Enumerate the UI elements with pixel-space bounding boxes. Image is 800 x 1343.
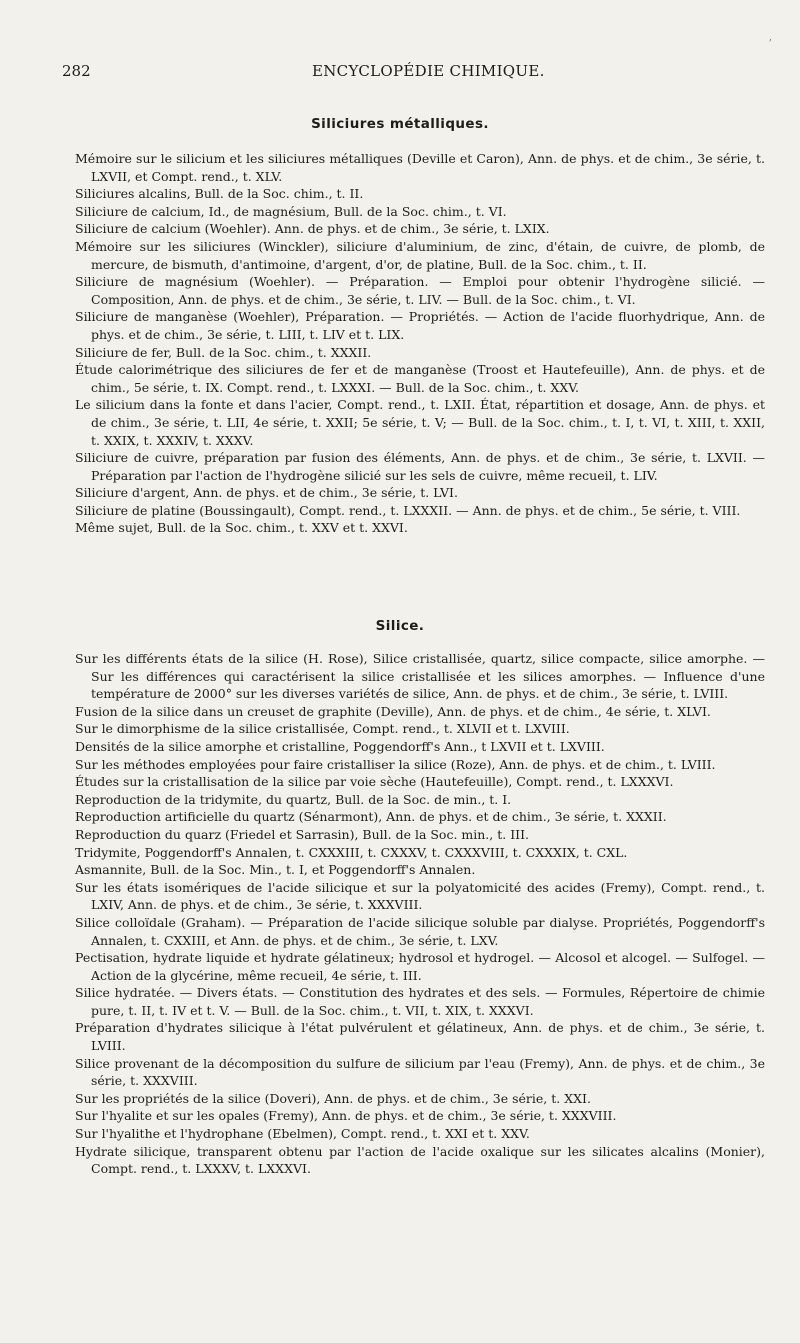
bibliography-entry: Sur l'hyalithe et l'hydrophane (Ebelmen), Compt. rend., t. XXI et t. XXV. (75, 1126, 530, 1142)
bibliography-entry: Hydrate silicique, transparent obtenu par l'action de l'acide oxalique sur les silicates alcalins (Monier), Compt. rend., t. LXXXV, t. LXXXVI. (75, 1143, 765, 1177)
bibliography-entry: Sur les différents états de la silice (H. Rose), Silice cristallisée, quartz, silice compacte, silice amorphe. — Sur les différences qui caractérisent la silice cristallisée et les silices amorphes. — Influence d'une température de 2000° sur les diverses variétés de silice, Ann. de phys. et de chim., 3e série, t. LVIII. (75, 651, 765, 702)
bibliography-entry: Siliciure de magnésium (Woehler). — Préparation. — Emploi pour obtenir l'hydrogène silicié. — Composition, Ann. de phys. et de chim., 3e série, t. LIV. — Bull. de la Soc. chim., t. VI. (75, 274, 765, 307)
bibliography-entry: Le silicium dans la fonte et dans l'acier, Compt. rend., t. LXII. État, répartition et dosage, Ann. de phys. et de chim., 3e série, t. LII, 4e série, t. XXII; 5e série, t. V; — Bull. de la Soc. chim., t. I, t. VI, t. XIII, t. XXII, t. XXIX, t. XXXIV, t. XXXV. (75, 397, 765, 448)
bibliography-entry: Reproduction de la tridymite, du quartz, Bull. de la Soc. de min., t. I. (75, 791, 512, 807)
bibliography-entry: Siliciure d'argent, Ann. de phys. et de chim., 3e série, t. LVI. (75, 485, 458, 501)
bibliography-entry: Siliciure de fer, Bull. de la Soc. chim., t. XXXII. (75, 344, 372, 360)
bibliography-entry: Mémoire sur les siliciures (Winckler), siliciure d'aluminium, de zinc, d'étain, de cuivre, de plomb, de mercure, de bismuth, d'antimoine, d'argent, d'or, de platine, Bull. de la Soc. chim., t. II. (75, 238, 765, 272)
bibliography-entry: Siliciure de calcium, Id., de magnésium, Bull. de la Soc. chim., t. VI. (75, 203, 507, 219)
bibliography-entry: Asmannite, Bull. de la Soc. Min., t. I, et Poggendorff's Annalen. (75, 862, 476, 878)
entry-list-silice (75, 650, 765, 1178)
bibliography-entry: Pectisation, hydrate liquide et hydrate gélatineux; hydrosol et hydrogel. — Alcosol et alcogel. — Sulfogel. — Action de la glycérine, même recueil, 4e série, t. III. (75, 950, 765, 983)
bibliography-entry: Siliciure de calcium (Woehler). Ann. de phys. et de chim., 3e série, t. LXIX. (75, 221, 550, 237)
page-number: 282 (62, 62, 91, 80)
bibliography-entry: Reproduction du quarz (Friedel et Sarrasin), Bull. de la Soc. min., t. III. (75, 826, 529, 842)
bibliography-entry: Siliciures alcalins, Bull. de la Soc. chim., t. II. (75, 186, 364, 202)
bibliography-entry: Silice provenant de la décomposition du sulfure de silicium par l'eau (Fremy), Ann. de phys. et de chim., 3e série, t. XXXVIII. (75, 1055, 765, 1089)
section-title-siliciures: Siliciures métalliques. (311, 116, 489, 132)
bibliography-entry: Mémoire sur le silicium et les siliciures métalliques (Deville et Caron), Ann. de phys. et de chim., 3e série, t. LXVII, et Compt. rend., t. XLV. (75, 151, 765, 184)
bibliography-entry: Sur les états isomériques de l'acide silicique et sur la polyatomicité des acides (Fremy), Compt. rend., t. LXIV, Ann. de phys. et de chim., 3e série, t. XXXVIII. (75, 879, 765, 913)
bibliography-entry: Silice colloïdale (Graham). — Préparation de l'acide silicique soluble par dialyse. Propriétés, Poggendorff's Annalen, t. CXXIII, et Ann. de phys. et de chim., 3e série, t. LXV. (75, 914, 765, 948)
bibliography-entry: Tridymite, Poggendorff's Annalen, t. CXXXIII, t. CXXXV, t. CXXXVIII, t. CXXXIX, t. CXL. (75, 844, 628, 860)
bibliography-entry: Sur les méthodes employées pour faire cristalliser la silice (Roze), Ann. de phys. et de chim., t. LVIII. (75, 756, 716, 772)
page-header (62, 62, 760, 84)
bibliography-entry: Étude calorimétrique des siliciures de fer et de manganèse (Troost et Hautefeuille), Ann. de phys. et de chim., 5e série, t. IX. Compt. rend., t. LXXXI. — Bull. de la Soc. chim., t. XXV. (75, 362, 765, 395)
bibliography-entry: Densités de la silice amorphe et cristalline, Poggendorff's Ann., t LXVII et t. LXVIII. (75, 738, 605, 754)
bibliography-entry: Sur le dimorphisme de la silice cristallisée, Compt. rend., t. XLVII et t. LXVIII. (75, 721, 570, 737)
bibliography-entry: Siliciure de cuivre, préparation par fusion des éléments, Ann. de phys. et de chim., 3e série, t. LXVII. — Préparation par l'action de l'hydrogène silicié sur les sels de cuivre, même recueil, t. LIV. (75, 450, 765, 483)
page-corner-mark: , (768, 32, 772, 43)
bibliography-entry: Silice hydratée. — Divers états. — Constitution des hydrates et des sels. — Formules, Répertoire de chimie pure, t. II, t. IV et t. V. — Bull. de la Soc. chim., t. VII, t. XIX, t. XXXVI. (75, 985, 765, 1018)
bibliography-entry: Fusion de la silice dans un creuset de graphite (Deville), Ann. de phys. et de chim., 4e série, t. XLVI. (75, 703, 711, 719)
bibliography-entry: Sur les propriétés de la silice (Doveri), Ann. de phys. et de chim., 3e série, t. XXI. (75, 1090, 591, 1106)
bibliography-entry: Même sujet, Bull. de la Soc. chim., t. XXV et t. XXVI. (75, 520, 408, 536)
bibliography-entry: Sur l'hyalite et sur les opales (Fremy), Ann. de phys. et de chim., 3e série, t. XXXVIII. (75, 1108, 617, 1124)
running-title: ENCYCLOPÉDIE CHIMIQUE. (312, 62, 545, 80)
bibliography-entry: Siliciure de manganèse (Woehler), Préparation. — Propriétés. — Action de l'acide fluorhydrique, Ann. de phys. et de chim., 3e série, t. LIII, t. LIV et t. LIX. (75, 309, 765, 342)
bibliography-entry: Préparation d'hydrates silicique à l'état pulvérulent et gélatineux, Ann. de phys. et de chim., 3e série, t. LVIII. (75, 1020, 765, 1054)
bibliography-entry: Siliciure de platine (Boussingault), Compt. rend., t. LXXXII. — Ann. de phys. et de chim., 5e série, t. VIII. (75, 502, 741, 518)
entry-list-siliciures (75, 150, 765, 537)
bibliography-entry: Reproduction artificielle du quartz (Sénarmont), Ann. de phys. et de chim., 3e série, t. XXXII. (75, 809, 667, 825)
bibliography-entry: Études sur la cristallisation de la silice par voie sèche (Hautefeuille), Compt. rend., t. LXXXVI. (75, 774, 674, 790)
section-title-silice: Silice. (375, 618, 425, 634)
